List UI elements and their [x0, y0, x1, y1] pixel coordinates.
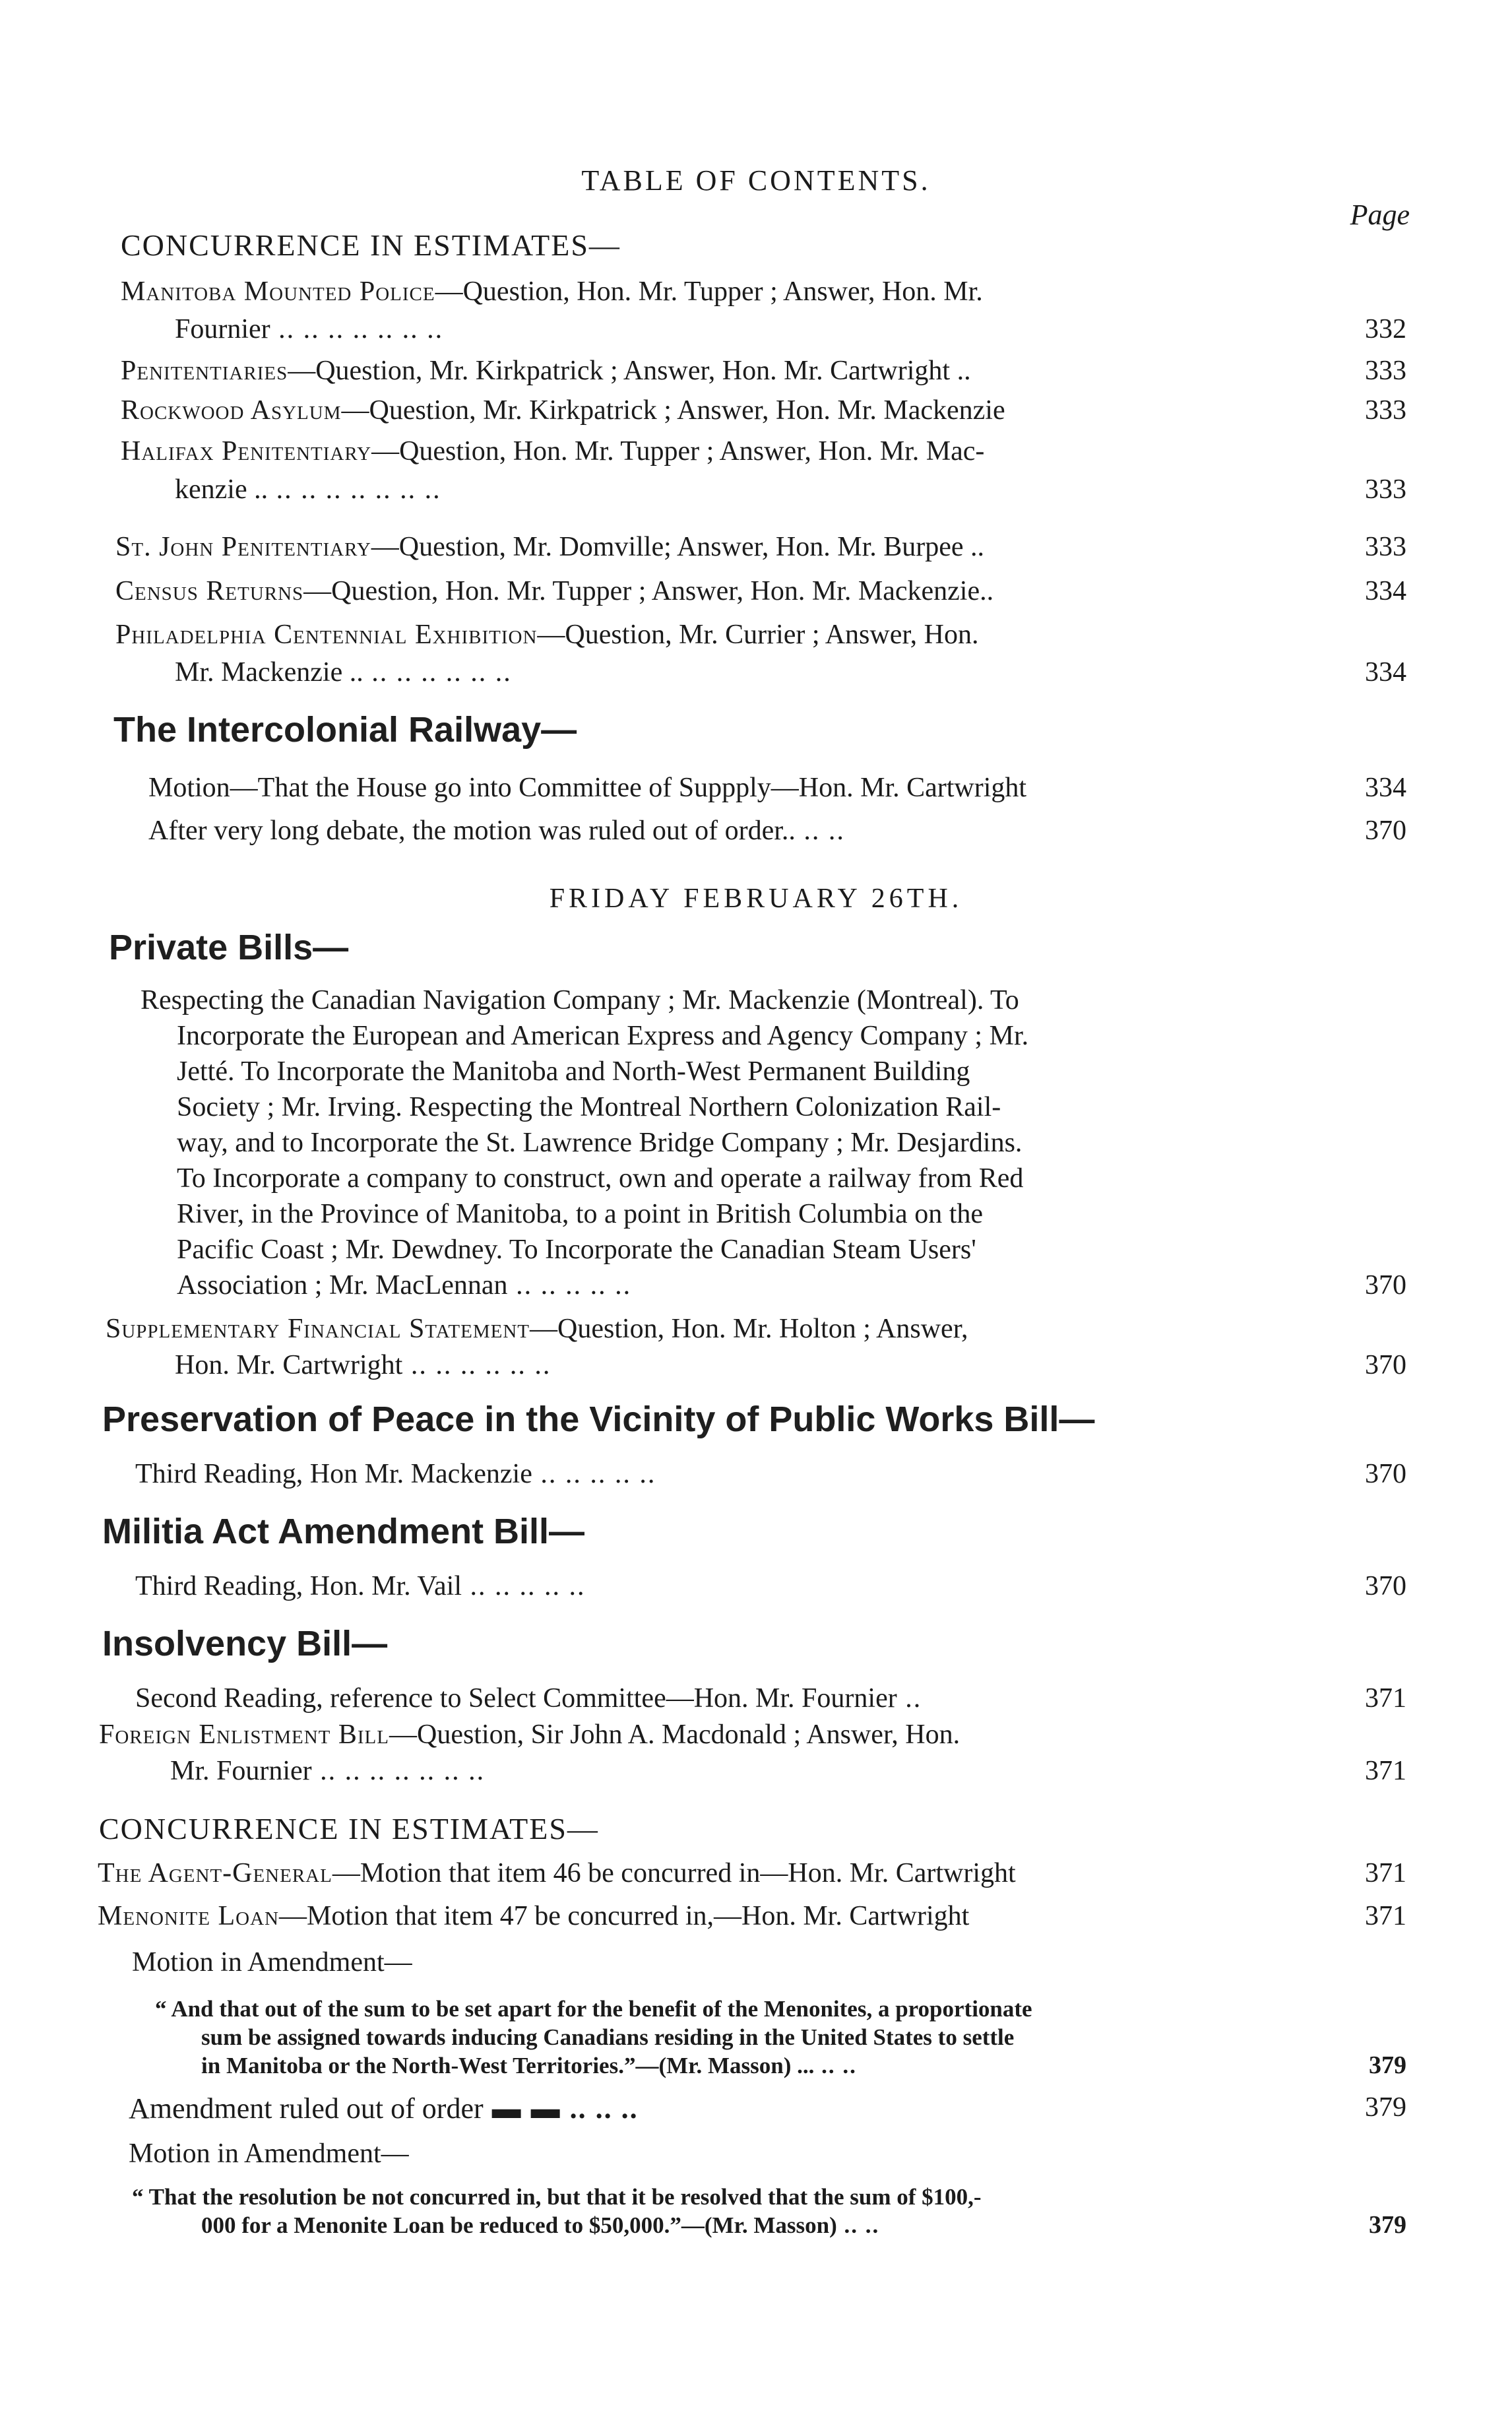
- entry-text: Amendment ruled out of order: [129, 2092, 484, 2125]
- entry-text: 000 for a Menonite Loan be reduced to $50,000.”—(Mr. Masson): [201, 2212, 837, 2238]
- page-title: TABLE OF CONTENTS.: [581, 164, 931, 197]
- entry-penitentiaries: [121, 355, 971, 387]
- entry-third-reading-mackenzie: [135, 1458, 656, 1490]
- section-heading-concurrence-1: CONCURRENCE IN ESTIMATES—: [121, 228, 621, 262]
- entry-text: Third Reading, Hon. Mr. Vail: [135, 1571, 462, 1601]
- entry-menonite-loan: [98, 1900, 969, 1932]
- entry-cont-text: Fournier: [175, 314, 270, 344]
- entry-lead: Census Returns: [115, 576, 304, 606]
- entry-continuation: [175, 313, 443, 345]
- entry-lead: Philadelphia Centennial Exhibition: [115, 620, 538, 650]
- page-number: 370: [1365, 1571, 1406, 1601]
- quote-line-last: [201, 2212, 879, 2239]
- entry-text: —Question, Hon. Mr. Tupper ; Answer, Hon. Mr.: [435, 276, 983, 307]
- amendment-ruled-out: [129, 2092, 639, 2125]
- page-number: 370: [1365, 1459, 1406, 1489]
- page-number: 370: [1365, 816, 1406, 846]
- entry-lead: Halifax Penitentiary: [121, 436, 372, 466]
- entry-text: Third Reading, Hon Mr. Mackenzie: [135, 1459, 532, 1489]
- para-line: To Incorporate a company to construct, own and operate a railway from Red: [177, 1163, 1024, 1194]
- para-line-last: [177, 1270, 631, 1301]
- entry-philadelphia: [115, 619, 979, 651]
- entry-text: After very long debate, the motion was ruled out of order..: [148, 816, 796, 846]
- entry-cont-text: Mr. Fournier: [170, 1756, 312, 1786]
- entry-manitoba-police: [121, 276, 983, 307]
- entry-text: —Question, Mr. Domville; Answer, Hon. Mr. Burpee ..: [371, 532, 985, 562]
- page-number: 334: [1365, 576, 1406, 606]
- entry-cont-text: kenzie ..: [175, 474, 268, 505]
- page-number: 370: [1365, 1350, 1406, 1380]
- page-number: 379: [1365, 2092, 1406, 2123]
- motion-in-amendment-2: Motion in Amendment—: [129, 2138, 409, 2169]
- entry-census: [115, 575, 993, 607]
- entry-foreign-enlistment: [99, 1719, 960, 1751]
- entry-text: —Question, Hon. Mr. Tupper ; Answer, Hon. Mr. Mac-: [371, 436, 985, 466]
- page-number: 332: [1365, 314, 1406, 344]
- entry-text: —Question, Hon. Mr. Tupper ; Answer, Hon. Mr. Mackenzie..: [303, 576, 994, 606]
- entry-continuation: [175, 657, 512, 688]
- entry-second-reading: [135, 1683, 922, 1714]
- section-heading-militia: Militia Act Amendment Bill—: [102, 1512, 585, 1551]
- entry-lead: Manitoba Mounted Police: [121, 276, 435, 307]
- leader-dots: .. .. .. .. ..: [532, 1459, 656, 1489]
- para-line: way, and to Incorporate the St. Lawrence Bridge Company ; Mr. Desjardins.: [177, 1128, 1023, 1158]
- section-heading-concurrence-2: CONCURRENCE IN ESTIMATES—: [99, 1812, 599, 1846]
- entry-halifax: [121, 435, 984, 467]
- entry-text: —Question, Mr. Currier ; Answer, Hon.: [537, 620, 979, 650]
- quote-line: “ That the resolution be not concurred in, but that it be resolved that the sum of $100,-: [132, 2184, 982, 2210]
- page-number: 333: [1365, 356, 1406, 386]
- page-number: 379: [1369, 2211, 1406, 2239]
- page-number: 371: [1365, 1901, 1406, 1931]
- entry-cont-text: Mr. Mackenzie ..: [175, 657, 363, 688]
- entry-lead: Supplementary Financial Statement: [106, 1314, 530, 1344]
- page-number: 379: [1369, 2051, 1406, 2079]
- leader-dots: .. .. .. .. .. .. ..: [311, 1756, 486, 1786]
- page-number: 371: [1365, 1756, 1406, 1786]
- para-line: Respecting the Canadian Navigation Company ; Mr. Mackenzie (Montreal). To: [141, 985, 1019, 1015]
- page-number: 333: [1365, 532, 1406, 562]
- entry-rockwood: [121, 395, 1005, 426]
- leader-dots: ..: [950, 356, 971, 386]
- leader-dots: ▬ ▬ .. .. ..: [483, 2092, 639, 2125]
- entry-lead: Foreign Enlistment Bill: [99, 1720, 389, 1750]
- para-line: Pacific Coast ; Mr. Dewdney. To Incorporate the Canadian Steam Users': [177, 1235, 976, 1265]
- quote-line-last: [201, 2053, 857, 2079]
- leader-dots: ..: [897, 1683, 922, 1714]
- day-heading: FRIDAY FEBRUARY 26TH.: [549, 884, 963, 914]
- page-number: 334: [1365, 773, 1406, 803]
- motion-in-amendment-1: Motion in Amendment—: [132, 1947, 412, 1977]
- leader-dots: .. ..: [836, 2212, 880, 2238]
- entry-st-john: [115, 531, 984, 563]
- section-heading-intercolonial: The Intercolonial Railway—: [113, 710, 577, 750]
- entry-continuation: [175, 1349, 551, 1381]
- quote-line: sum be assigned towards inducing Canadians residing in the United States to settle: [201, 2024, 1015, 2050]
- entry-continuation: [175, 474, 441, 505]
- leader-dots: .. .. .. .. ..: [507, 1270, 632, 1301]
- entry-text: —Motion that item 46 be concurred in—Hon. Mr. Cartwright: [332, 1858, 1016, 1888]
- entry-text: —Question, Sir John A. Macdonald ; Answer, Hon.: [389, 1720, 961, 1750]
- entry-continuation: [170, 1755, 485, 1787]
- entry-text: —Question, Mr. Kirkpatrick ; Answer, Hon. Mr. Mackenzie: [341, 395, 1005, 426]
- entry-lead: The Agent-General: [98, 1858, 332, 1888]
- page-number: 371: [1365, 1858, 1406, 1888]
- entry-agent-general: [98, 1857, 1016, 1889]
- para-line: Incorporate the European and American Express and Agency Company ; Mr.: [177, 1021, 1029, 1051]
- leader-dots: .. .. .. .. .. ..: [402, 1350, 551, 1380]
- section-heading-insolvency: Insolvency Bill—: [102, 1624, 388, 1663]
- page-number: 333: [1365, 395, 1406, 426]
- page-number: 334: [1365, 657, 1406, 688]
- leader-dots: .. .. .. .. .. ..: [363, 657, 512, 688]
- entry-lead: Penitentiaries: [121, 356, 288, 386]
- page-number: 370: [1365, 1270, 1406, 1301]
- section-heading-preservation: Preservation of Peace in the Vicinity of Public Works Bill—: [102, 1399, 1095, 1439]
- page-number: 371: [1365, 1683, 1406, 1714]
- quote-line: “ And that out of the sum to be set apart for the benefit of the Menonites, a proportionate: [155, 1996, 1032, 2022]
- page-column-label: Page: [1350, 199, 1410, 231]
- entry-third-reading-vail: [135, 1570, 586, 1602]
- entry-cont-text: Hon. Mr. Cartwright: [175, 1350, 403, 1380]
- entry-text: Second Reading, reference to Select Committee—Hon. Mr. Fournier: [135, 1683, 897, 1714]
- leader-dots: .. .. .. .. ..: [462, 1571, 586, 1601]
- para-line: Society ; Mr. Irving. Respecting the Montreal Northern Colonization Rail-: [177, 1092, 1001, 1122]
- para-line: Jetté. To Incorporate the Manitoba and North-West Permanent Building: [177, 1056, 970, 1087]
- leader-dots: .. ..: [814, 2053, 857, 2078]
- leader-dots: .. .. .. .. .. .. ..: [270, 314, 444, 344]
- section-heading-private-bills: Private Bills—: [109, 928, 349, 967]
- para-line: River, in the Province of Manitoba, to a point in British Columbia on the: [177, 1199, 983, 1229]
- leader-dots: .. .. .. .. .. .. ..: [268, 474, 441, 505]
- page-number: 333: [1365, 474, 1406, 505]
- entry-text: —Motion that item 47 be concurred in,—Hon. Mr. Cartwright: [278, 1901, 970, 1931]
- entry-ruled-out: [148, 815, 845, 847]
- entry-motion-supply: Motion—That the House go into Committee of Suppply—Hon. Mr. Cartwright: [148, 773, 1027, 803]
- entry-supplementary: [106, 1313, 968, 1345]
- entry-lead: Rockwood Asylum: [121, 395, 342, 426]
- entry-lead: St. John Penitentiary: [115, 532, 371, 562]
- leader-dots: .. ..: [795, 816, 845, 846]
- entry-text: Association ; Mr. MacLennan: [177, 1270, 508, 1301]
- entry-text: —Question, Mr. Kirkpatrick ; Answer, Hon. Mr. Cartwright: [288, 356, 951, 386]
- entry-lead: Menonite Loan: [98, 1901, 279, 1931]
- entry-text: in Manitoba or the North-West Territories.”—(Mr. Masson) ...: [201, 2053, 815, 2078]
- entry-text: —Question, Hon. Mr. Holton ; Answer,: [530, 1314, 968, 1344]
